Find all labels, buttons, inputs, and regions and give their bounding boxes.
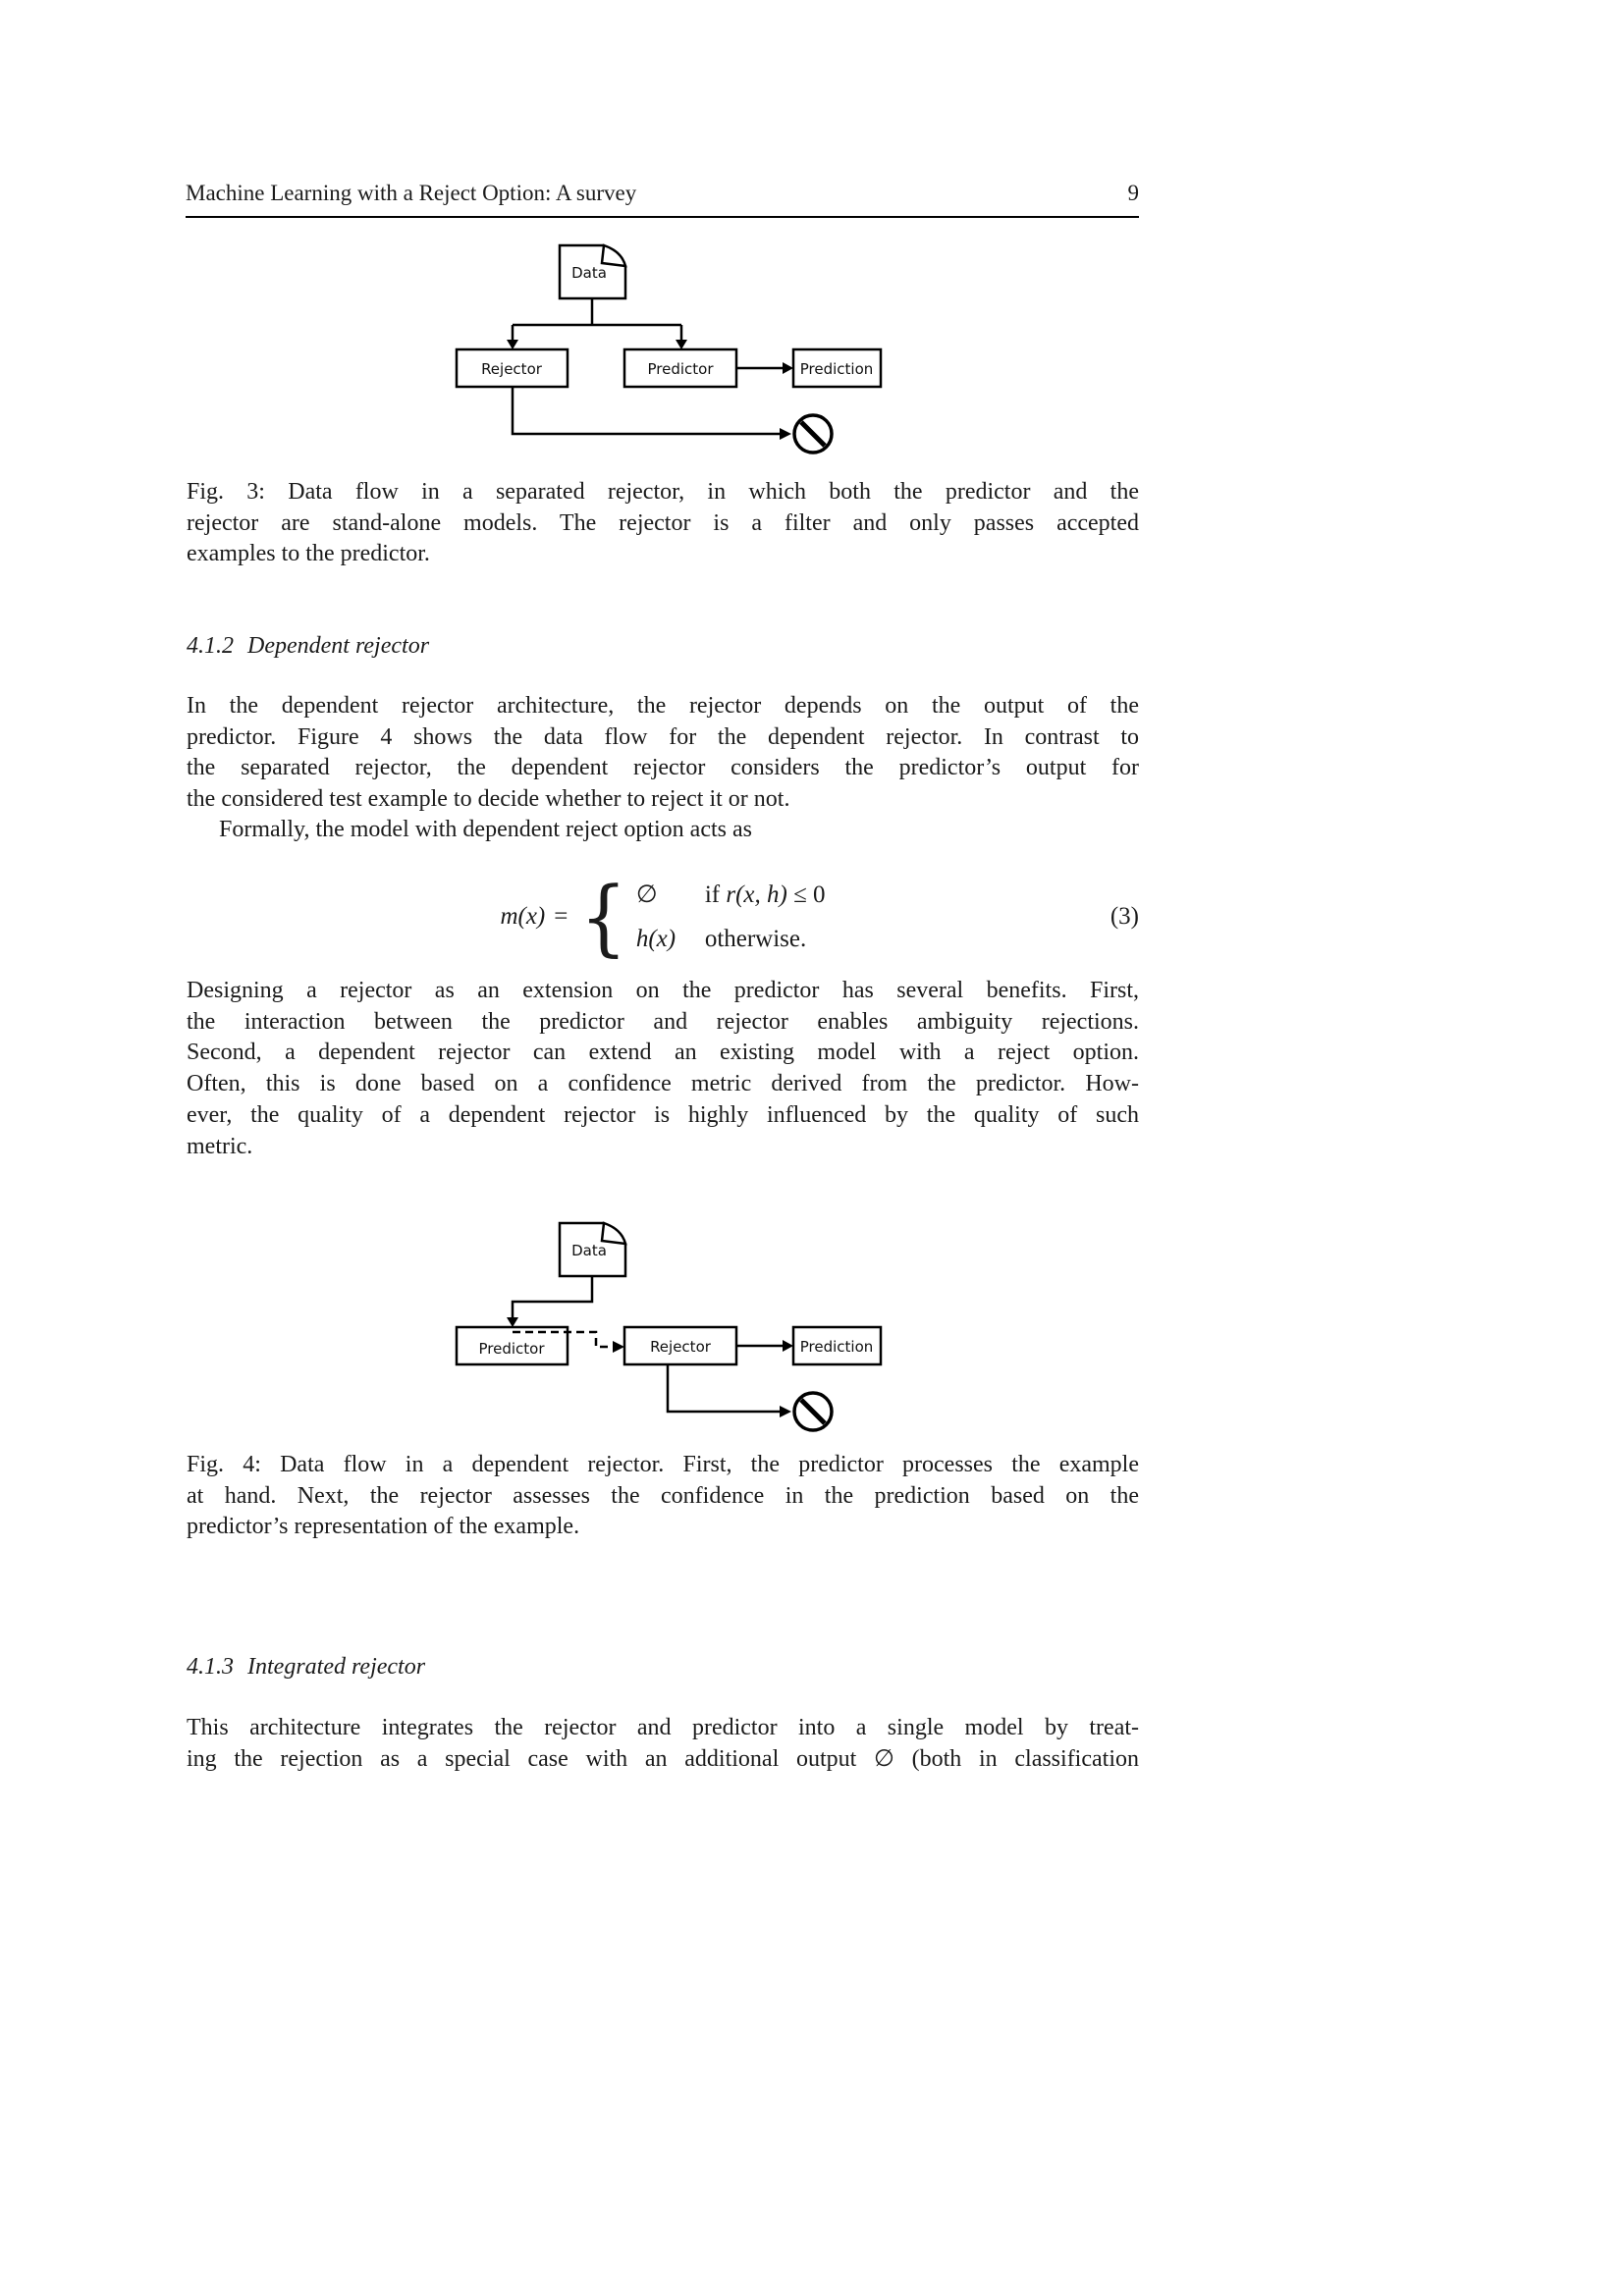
text-line: Designing a rejector as an extension on the predictor has several benefits. First, [187, 978, 1139, 1003]
page-number: 9 [1127, 181, 1139, 205]
data-label: Data [571, 1242, 607, 1259]
paragraph-dependent-rejector [187, 691, 1139, 816]
case1-cond: r(x, h) [726, 881, 787, 908]
predictor-label: Predictor [478, 1340, 545, 1358]
no-entry-slash [801, 1400, 825, 1423]
fig4-caption [187, 1450, 1139, 1543]
text-line: the interaction between the predictor and rejector enables ambiguity rejections. [187, 1008, 1139, 1035]
arrowhead-right [780, 428, 791, 440]
text-line: Fig. 4: Data flow in a dependent rejector. First, the predictor processes the example [187, 1452, 1139, 1477]
case1-cond-rest: ≤ 0 [793, 881, 826, 908]
rejector-label: Rejector [481, 360, 542, 378]
text-line: the considered test example to decide whether to reject it or not. [187, 786, 790, 813]
text-line: This architecture integrates the rejector and predictor into a single model by treat- [187, 1715, 1139, 1740]
folded-corner-icon [602, 245, 625, 266]
arrowhead-down [676, 340, 687, 349]
prediction-label: Prediction [799, 360, 874, 378]
paragraph-integrated-rejector [187, 1713, 1139, 1775]
running-header [186, 180, 1139, 218]
arrowhead-right [783, 1340, 793, 1352]
text-line: examples to the predictor. [187, 541, 430, 567]
text-line: rejector are stand-alone models. The rejector is a filter and only passes accepted [187, 509, 1139, 536]
text-line: Second, a dependent rejector can extend an existing model with a reject option. [187, 1040, 1139, 1066]
fig3-diagram [432, 240, 893, 465]
equation-number: (3) [1110, 903, 1139, 930]
header-title: Machine Learning with a Reject Option: A survey [186, 181, 637, 205]
prediction-label: Prediction [799, 1338, 874, 1356]
text-line: predictor’s representation of the example. [187, 1514, 580, 1540]
no-entry-slash [801, 422, 825, 446]
text-line: Often, this is done based on a confidence metric derived from the predictor. How- [187, 1071, 1139, 1097]
section-number: 4.1.3 [187, 1654, 234, 1680]
rejector-label: Rejector [650, 1338, 711, 1356]
equation-lhs: m(x) [500, 903, 546, 930]
cases-brace: { [580, 869, 628, 965]
section-heading-4-1-3 [187, 1652, 1139, 1683]
fig3-caption [187, 477, 1139, 570]
section-title: Integrated rejector [247, 1654, 426, 1680]
case2-text: otherwise. [704, 925, 807, 952]
arrowhead-down [507, 340, 518, 349]
section-title: Dependent rejector [247, 633, 430, 659]
case1-value: ∅ [635, 881, 658, 908]
arrowhead-right [780, 1406, 791, 1417]
paragraph-formally-line: Formally, the model with dependent reject option acts as [219, 817, 752, 842]
arrowhead-right [783, 362, 793, 374]
text-line: predictor. Figure 4 shows the data flow for the dependent rejector. In contrast to [187, 723, 1139, 750]
text-line: ing the rejection as a special case with an additional output ∅ (both in classification [187, 1745, 1139, 1772]
text-line: the separated rejector, the dependent rejector considers the predictor’s output for [187, 755, 1139, 781]
text-line: Fig. 3: Data flow in a separated rejector, in which both the predictor and the [187, 479, 1139, 505]
text-line: metric. [187, 1133, 253, 1159]
text-line: at hand. Next, the rejector assesses the confidence in the prediction based on the [187, 1482, 1139, 1509]
section-heading-4-1-2 [187, 631, 1139, 663]
folded-corner-icon [602, 1223, 625, 1244]
case1-if: if [704, 881, 721, 908]
case2-value: h(x) [635, 925, 677, 952]
data-label: Data [571, 264, 607, 282]
text-line: ever, the quality of a dependent rejector is highly influenced by the quality of such [187, 1101, 1139, 1128]
arrowhead-right [613, 1341, 624, 1353]
arrowhead-down [507, 1317, 518, 1327]
predictor-label: Predictor [647, 360, 714, 378]
equation-3 [187, 868, 1139, 966]
equals-sign: = [554, 903, 568, 930]
fig4-diagram [432, 1217, 893, 1443]
section-number: 4.1.2 [187, 633, 234, 659]
text-line: In the dependent rejector architecture, the rejector depends on the output of the [187, 693, 1139, 719]
paragraph-designing-rejector [187, 976, 1139, 1162]
